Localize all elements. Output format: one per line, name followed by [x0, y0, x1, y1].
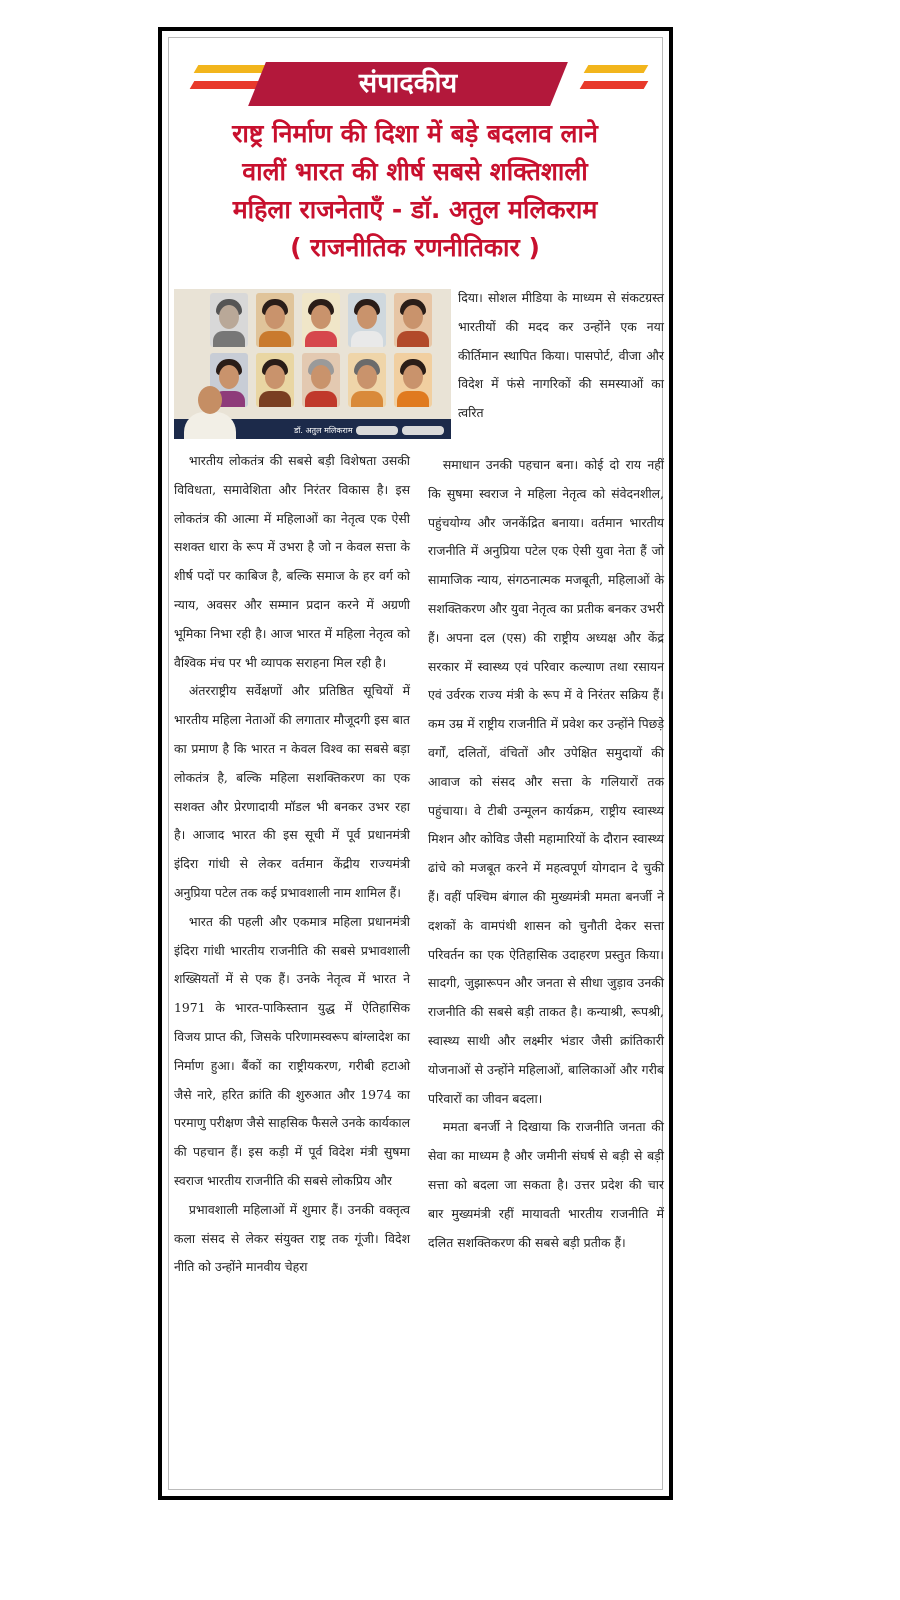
- headline-line-3: महिला राजनेताएँ - डॉ. अतुल मलिकराम: [232, 195, 598, 224]
- portrait-3: [302, 293, 340, 347]
- portrait-1: [210, 293, 248, 347]
- headline-line-4: ( राजनीतिक रणनीतिकार ): [290, 233, 540, 262]
- banner-stripe-right-bottom: [580, 81, 649, 89]
- portrait-4: [348, 293, 386, 347]
- right-column-top: [458, 284, 664, 428]
- portrait-5: [394, 293, 432, 347]
- photo-caption: डॉ. अतुल मलिकराम: [294, 426, 353, 435]
- right-top-paragraph: दिया। सोशल मीडिया के माध्यम से संकटग्रस्त भारतीयों की मदद कर उन्होंने एक नया कीर्तिमान स्थापित किया। पासपोर्ट, वीजा और विदेश में फंसे नागरिकों की समस्याओं का त्वरित: [458, 290, 664, 421]
- left-paragraph-2: अंतरराष्ट्रीय सर्वेक्षणों और प्रतिष्ठित सूचियों में भारतीय महिला नेताओं की लगातार मौजूदगी इस बात का प्रमाण है कि भारत न केवल विश्व का सबसे बड़ा लोकतंत्र है, बल्कि महिला सशक्तिकरण का एक सशक्त और प्रेरणादायी मॉडल भी बनकर उभर रहा है। आजाद भारत की इस सूची में पूर्व प्रधानमंत्री इंदिरा गांधी से लेकर वर्तमान केंद्रीय राज्यमंत्री अनुप्रिया पटेल तक कई प्रभावशाली नाम शामिल हैं।: [174, 683, 410, 900]
- portrait-8: [302, 353, 340, 407]
- caption-pill-1: [356, 426, 398, 435]
- banner-stripe-right-top: [584, 65, 649, 73]
- caption-pill-2: [402, 426, 444, 435]
- headline-line-1: राष्ट्र निर्माण की दिशा में बड़े बदलाव लाने: [232, 119, 598, 148]
- author-photo: [180, 384, 238, 439]
- editorial-page: [158, 27, 673, 1500]
- left-paragraph-1: भारतीय लोकतंत्र की सबसे बड़ी विशेषता उसकी विविधता, समावेशिता और निरंतर विकास है। इस लोकतंत्र की आत्मा में महिलाओं का नेतृत्व एक ऐसी सशक्त धारा के रूप में उभरा है जो न केवल सत्ता के शीर्ष पदों पर काबिज है, बल्कि समाज के हर वर्ग को न्याय, अवसर और सम्मान प्रदान करने में अग्रणी भूमिका निभा रही है। आज भारत में महिला नेतृत्व को वैश्विक मंच पर भी व्यापक सराहना मिल रही है।: [174, 453, 410, 670]
- section-label: संपादकीय: [358, 68, 458, 99]
- left-paragraph-4: प्रभावशाली महिलाओं में शुमार हैं। उनकी वक्तृत्व कला संसद से लेकर संयुक्त राष्ट्र तक गूंजी। विदेश नीति को उन्होंने मानवीय चेहरा: [174, 1201, 410, 1275]
- right-paragraph-1: समाधान उनकी पहचान बना। कोई दो राय नहीं कि सुषमा स्वराज ने महिला नेतृत्व को संवेदनशील, पहुंचयोग्य और जनकेंद्रित बनाया। वर्तमान भारतीय राजनीति में अनुप्रिया पटेल एक ऐसी युवा नेता हैं जो सामाजिक न्याय, संगठनात्मक मजबूती, महिलाओं के सशक्तिकरण और युवा नेतृत्व का प्रतीक बनकर उभरी हैं। अपना दल (एस) की राष्ट्रीय अध्यक्ष और केंद्र सरकार में स्वास्थ्य एवं परिवार कल्याण तथा रसायन एवं उर्वरक राज्य मंत्री के रूप में वे निरंतर सक्रिय हैं। कम उम्र में राष्ट्रीय राजनीति में प्रवेश कर उन्होंने पिछड़े वर्गों, दलितों, वंचितों और उपेक्षित समुदायों की आवाज को संसद और सत्ता के गलियारों तक पहुंचाया। वे टीबी उन्मूलन कार्यक्रम, राष्ट्रीय स्वास्थ्य मिशन और कोविड जैसी महामारियों के दौरान स्वास्थ्य ढांचे को मजबूत करने में महत्वपूर्ण योगदान दे चुकी हैं। वहीं पश्चिम बंगाल की मुख्यमंत्री ममता बनर्जी ने दशकों के वामपंथी शासन को चुनौती देकर सत्ता परिवर्तन का एक ऐतिहासिक उदाहरण प्रस्तुत किया। सादगी, जुझारूपन और जनता से सीधा जुड़ाव उनकी राजनीति की सबसे बड़ी ताकत है। कन्याश्री, रूपश्री, स्वास्थ्य साथी और लक्ष्मीर भंडार जैसी क्रांतिकारी योजनाओं से उन्होंने महिलाओं, बालिकाओं और गरीब परिवारों का जीवन बदला।: [428, 457, 664, 1106]
- left-column: [174, 447, 410, 1282]
- right-column: [428, 451, 664, 1257]
- portrait-9: [348, 353, 386, 407]
- leaders-photo-collage: [174, 289, 451, 439]
- headline: [170, 115, 660, 267]
- portrait-10: [394, 353, 432, 407]
- right-paragraph-2: ममता बनर्जी ने दिखाया कि राजनीति जनता की सेवा का माध्यम है और जमीनी संघर्ष से बड़ी से बड़ी सत्ता को बदला जा सकता है। उत्तर प्रदेश की चार बार मुख्यमंत्री रहीं मायावती भारतीय राजनीति में दलित सशक्तिकरण की सबसे बड़ी प्रतीक हैं।: [428, 1119, 664, 1250]
- portrait-7: [256, 353, 294, 407]
- headline-line-2: वालीं भारत की शीर्ष सबसे शक्तिशाली: [242, 157, 588, 186]
- left-paragraph-3: भारत की पहली और एकमात्र महिला प्रधानमंत्री इंदिरा गांधी भारतीय राजनीति की सबसे प्रभावशाली शख्सियतों में से एक हैं। उनके नेतृत्व में भारत ने 1971 के भारत-पाकिस्तान युद्ध में ऐतिहासिक विजय प्राप्त की, जिसके परिणामस्वरूप बांग्लादेश का निर्माण हुआ। बैंकों का राष्ट्रीयकरण, गरीबी हटाओ जैसे नारे, हरित क्रांति की शुरुआत और 1974 का परमाणु परीक्षण जैसे साहसिक फैसले उनके कार्यकाल की पहचान हैं। इस कड़ी में पूर्व विदेश मंत्री सुषमा स्वराज भारतीय राजनीति की सबसे लोकप्रिय और: [174, 913, 410, 1188]
- portrait-2: [256, 293, 294, 347]
